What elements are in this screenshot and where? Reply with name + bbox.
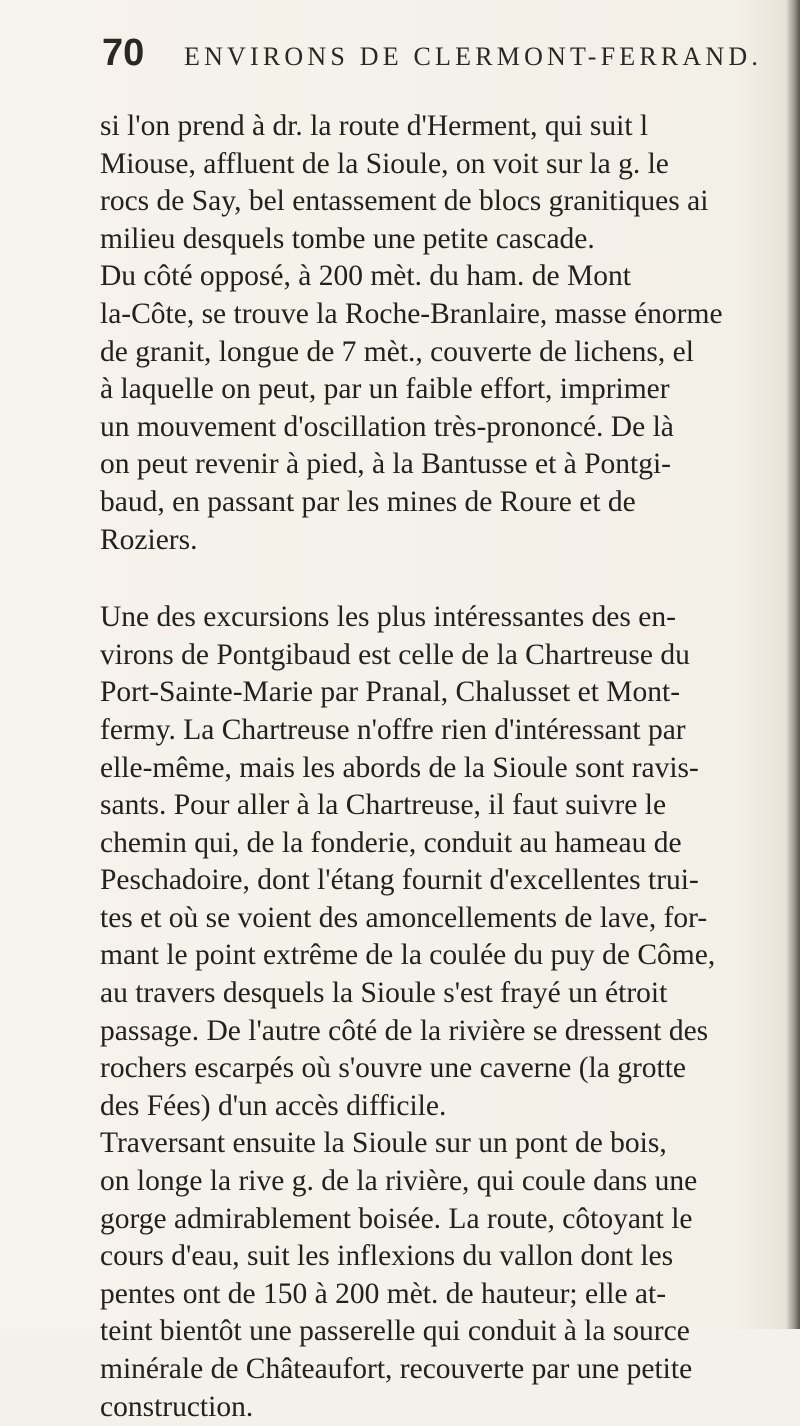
text-line: passage. De l'autre côté de la rivière se dressent des (100, 1014, 709, 1047)
text-line: Port-Sainte-Marie par Pranal, Chalusset et Mont- (100, 676, 681, 709)
text-line: rocs de Say, bel entassement de blocs granitiques ai (100, 185, 709, 218)
text-line: à laquelle on peut, par un faible effort, imprimer (100, 373, 670, 406)
text-line: un mouvement d'oscillation très-prononcé. De là (100, 410, 674, 443)
paragraph-1 (100, 108, 760, 258)
text-line: Traversant ensuite la Sioule sur un pont de bois, (100, 1127, 667, 1160)
page-number: 70 (102, 32, 145, 74)
running-title: ENVIRONS DE CLERMONT-FERRAND. (184, 42, 763, 71)
text-line: fermy. La Chartreuse n'offre rien d'intéressant par (100, 713, 686, 746)
text-line: Peschadoire, dont l'étang fournit d'excellentes trui- (100, 864, 699, 897)
text-line: chemin qui, de la fonderie, conduit au hameau de (100, 826, 682, 859)
text-line: teint bientôt une passerelle qui conduit à la source (100, 1315, 690, 1348)
paragraph-3 (100, 599, 760, 1125)
text-line: de granit, longue de 7 mèt., couverte de lichens, el (100, 335, 694, 368)
text-line: sants. Pour aller à la Chartreuse, il faut suivre le (100, 789, 667, 822)
text-line: si l'on prend à dr. la route d'Herment, qui suit l (100, 110, 649, 142)
paragraph-4 (100, 1125, 760, 1426)
page-edge-shadow (786, 0, 800, 1329)
text-line: tes et où se voient des amoncellements de lave, for- (100, 901, 708, 934)
text-line: Miouse, affluent de la Sioule, on voit sur la g. le (100, 147, 669, 180)
text-line: Roziers. (100, 523, 198, 556)
body-text (100, 108, 760, 1426)
text-line: au travers desquels la Sioule s'est frayé un étroit (100, 977, 668, 1010)
text-line: gorge admirablement boisée. La route, côtoyant le (100, 1202, 693, 1235)
text-line: minérale de Châteaufort, recouverte par une petite (100, 1353, 693, 1385)
text-line: milieu desquels tombe une petite cascade. (100, 222, 595, 255)
text-line: pentes ont de 150 à 200 mèt. de hauteur; elle at- (100, 1277, 667, 1310)
text-line: on peut revenir à pied, à la Bantusse et à Pontgi- (100, 448, 671, 481)
text-line: la-Côte, se trouve la Roche-Branlaire, masse énorme (100, 297, 723, 330)
text-line: on longe la rive g. de la rivière, qui coule dans une (100, 1165, 698, 1198)
text-line: virons de Pontgibaud est celle de la Chartreuse du (100, 638, 690, 671)
text-line: construction. (100, 1390, 254, 1423)
text-line: Du côté opposé, à 200 mèt. du ham. de Mont (100, 260, 631, 293)
page-header (102, 32, 763, 92)
text-line: elle-même, mais les abords de la Sioule sont ravis- (100, 751, 699, 784)
text-line: cours d'eau, suit les inflexions du vallon dont les (100, 1240, 674, 1273)
text-line: des Fées) d'un accès difficile. (100, 1089, 447, 1122)
text-line: mant le point extrême de la coulée du puy de Côme, (100, 939, 716, 972)
paragraph-2 (100, 258, 760, 559)
text-line: baud, en passant par les mines de Roure et de (100, 485, 636, 518)
text-line: Une des excursions les plus intéressantes des en- (100, 601, 676, 634)
text-line: rochers escarpés où s'ouvre une caverne (la grotte (100, 1052, 687, 1085)
paragraph-gap (100, 559, 760, 599)
